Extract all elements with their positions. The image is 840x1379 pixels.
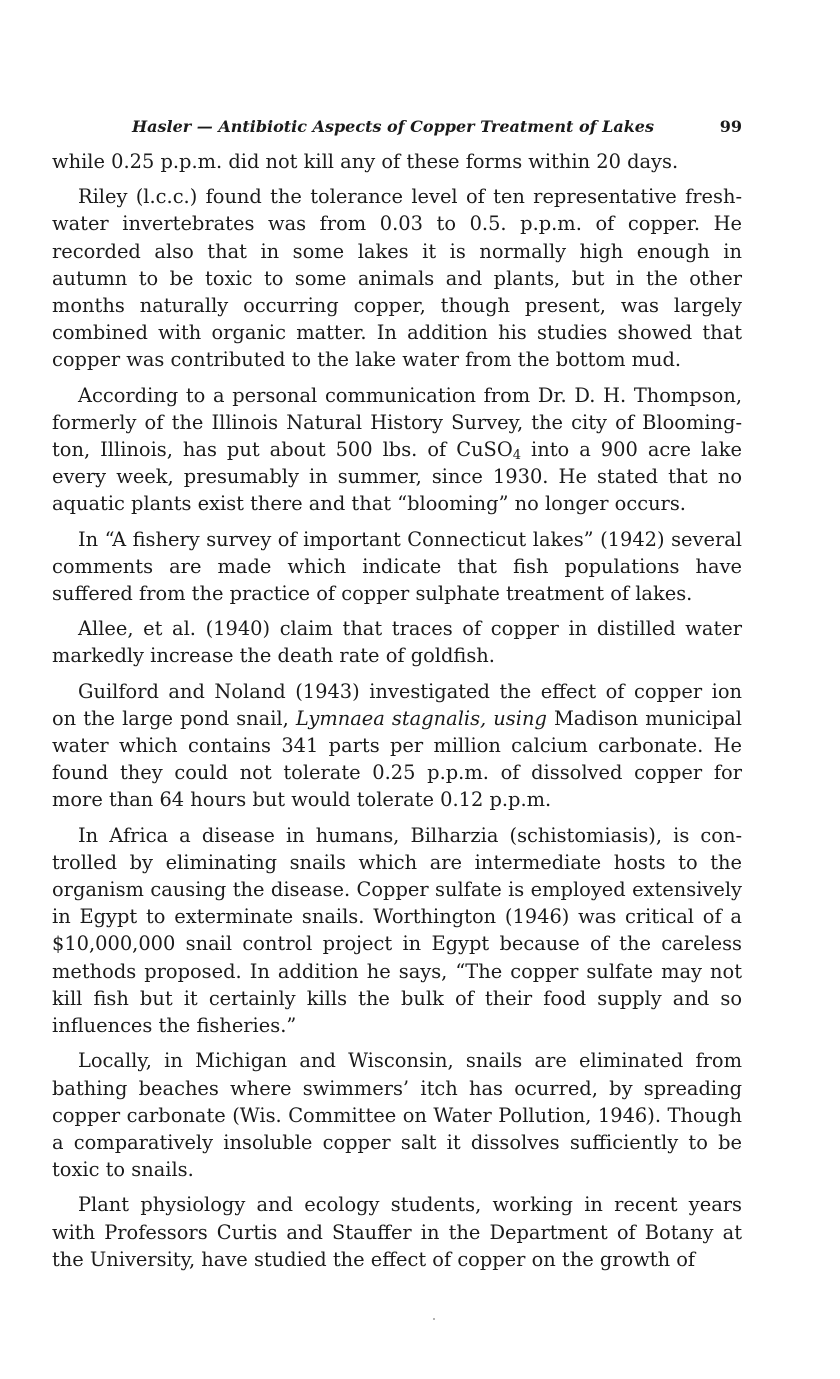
paragraph-guilford-text-b: Madison municipal water which contains 341 parts per million calcium carbonate. He found they could not tolerate 0.25 p.p.m. of dissolved copper for more than 64 hours but would tolerate 0.12 p.p.m. [52, 706, 742, 812]
running-title: Hasler — Antibiotic Aspects of Copper Treatment of Lakes [132, 117, 654, 136]
paragraph-continued: while 0.25 p.p.m. did not kill any of these forms within 20 days. [52, 150, 679, 173]
paragraph-riley: Riley (l.c.c.) found the tolerance level of ten representative fresh-water invertebrates was from 0.03 to 0.5. p.p.m. of copper. He recorded also that in some lakes it is normally high enough in autumn to be toxic to some animals and plants, but in the other months naturally occurring copper, though present, was largely combined with organic matter. In addition his studies showed that copper was contributed to the lake water from the bottom mud. [52, 185, 742, 372]
paragraph-guilford [52, 678, 742, 814]
body-text [52, 148, 742, 1273]
paragraph-thompson-text-b: into a 900 acre lake every week, presumably in summer, since 1930. He stated that no aquatic plants exist there and that “blooming” no longer occurs. [52, 438, 743, 516]
scan-speck [433, 1318, 435, 1320]
running-head [52, 117, 742, 136]
formula-subscript: 4 [512, 448, 522, 464]
species-name: Lymnaea stagnalis, using [295, 706, 547, 730]
paragraph-connecticut: In “A fishery survey of important Connecticut lakes” (1942) several comments are made which indicate that fish populations have suffered from the practice of copper sulphate treatment of lakes. [52, 527, 742, 606]
paragraph-allee: Allee, et al. (1940) claim that traces of copper in distilled water markedly increase the death rate of goldfish. [52, 617, 742, 668]
page-number: 99 [719, 117, 742, 136]
paragraph-michigan: Locally, in Michigan and Wisconsin, snails are eliminated from bathing beaches where swimmers’ itch has ocurred, by spreading copper carbonate (Wis. Committee on Water Pollution, 1946). Though a comparatively insoluble copper salt it dissolves sufficiently to be toxic to snails. [52, 1049, 742, 1182]
paragraph-thompson [52, 382, 742, 518]
paragraph-guilford-text-a: Guilford and Noland (1943) investigated the effect of copper ion on the large pond snail, [52, 679, 742, 730]
journal-page [52, 117, 742, 1273]
paragraph-plant-physiology: Plant physiology and ecology students, working in recent years with Professors Curtis and Stauffer in the Department of Botany at the University, have studied the effect of copper on the growth of [52, 1193, 742, 1271]
paragraph-africa: In Africa a disease in humans, Bilharzia (schistomiasis), is controlled by eliminating snails which are intermediate hosts to the organism causing the disease. Copper sulfate is employed extensively in Egypt to exterminate snails. Worthington (1946) was critical of a $10,000,000 snail control project in Egypt because of the careless methods proposed. In addition he says, “The copper sulfate may not kill fish but it certainly kills the bulk of their food supply and so influences the fisheries.” [52, 823, 742, 1038]
paragraph-thompson-text-a: According to a personal communication from Dr. D. H. Thompson, formerly of the Illinois Natural History Survey, the city of Bloomington, Illinois, has put about 500 lbs. of CuSO [52, 383, 742, 462]
